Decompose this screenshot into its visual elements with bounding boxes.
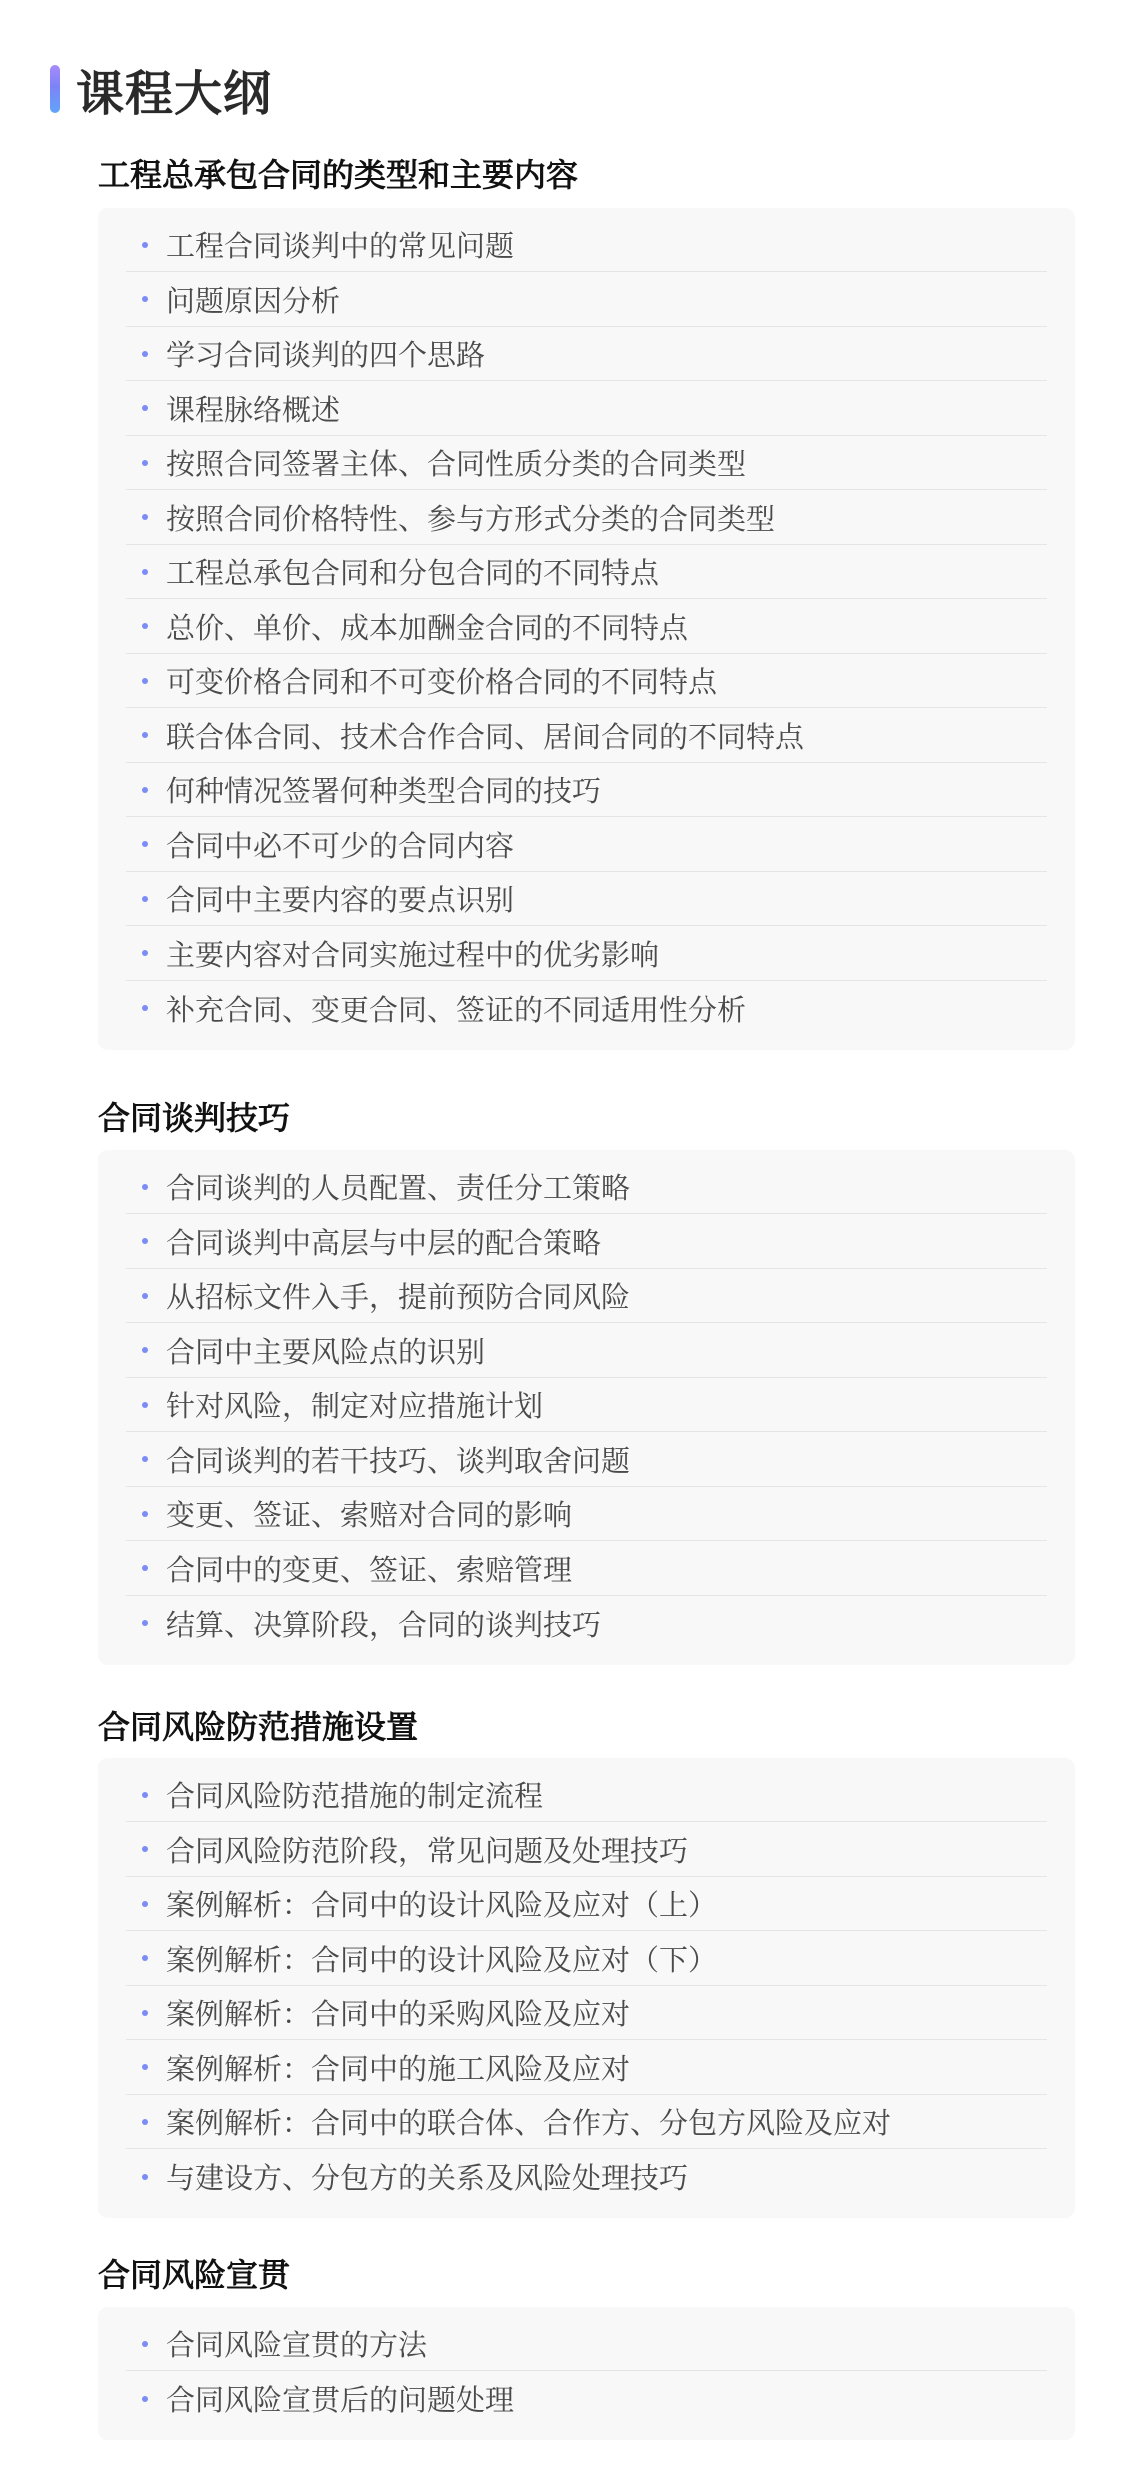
list-item-label: 案例解析：合同中的采购风险及应对 bbox=[166, 1997, 631, 2031]
list-item bbox=[126, 1160, 1047, 1214]
list-item-label: 变更、签证、索赔对合同的影响 bbox=[166, 1498, 573, 1532]
list-item bbox=[126, 273, 1047, 327]
bullet-dot-icon bbox=[142, 1955, 148, 1961]
section-item-list bbox=[98, 1150, 1075, 1665]
list-item bbox=[126, 1877, 1047, 1931]
list-item-label: 合同中主要风险点的识别 bbox=[166, 1334, 486, 1369]
bullet-dot-icon bbox=[142, 1005, 148, 1011]
bullet-dot-icon bbox=[142, 623, 148, 629]
bullet-dot-icon bbox=[142, 460, 148, 466]
list-item bbox=[126, 2372, 1047, 2426]
list-item bbox=[126, 1932, 1047, 1986]
bullet-dot-icon bbox=[142, 2010, 148, 2016]
list-item bbox=[126, 491, 1047, 545]
list-item bbox=[126, 1324, 1047, 1378]
list-item-label: 联合体合同、技术合作合同、居间合同的不同特点 bbox=[166, 719, 805, 754]
list-item-label: 补充合同、变更合同、签证的不同适用性分析 bbox=[166, 992, 747, 1027]
bullet-dot-icon bbox=[142, 787, 148, 793]
list-item bbox=[126, 545, 1047, 599]
bullet-dot-icon bbox=[142, 1184, 148, 1190]
section-item-list bbox=[98, 1758, 1075, 2218]
bullet-dot-icon bbox=[142, 1792, 148, 1798]
list-item bbox=[126, 218, 1047, 272]
bullet-dot-icon bbox=[142, 296, 148, 302]
list-item bbox=[126, 1986, 1047, 2040]
list-item bbox=[126, 2150, 1047, 2204]
section-title: 合同风险宣贯 bbox=[98, 2256, 291, 2294]
bullet-dot-icon bbox=[142, 1238, 148, 1244]
bullet-dot-icon bbox=[142, 2341, 148, 2347]
list-item bbox=[126, 327, 1047, 381]
bullet-dot-icon bbox=[142, 242, 148, 248]
list-item-label: 合同中主要内容的要点识别 bbox=[166, 883, 515, 917]
list-item bbox=[126, 1768, 1047, 1822]
list-item-label: 案例解析：合同中的设计风险及应对（下） bbox=[166, 1942, 718, 1977]
list-item-label: 合同谈判的人员配置、责任分工策略 bbox=[166, 1171, 631, 1205]
list-item bbox=[126, 981, 1047, 1035]
list-item-label: 合同中的变更、签证、索赔管理 bbox=[166, 1552, 573, 1587]
bullet-dot-icon bbox=[142, 1456, 148, 1462]
bullet-dot-icon bbox=[142, 2174, 148, 2180]
list-item bbox=[126, 818, 1047, 872]
bullet-dot-icon bbox=[142, 1293, 148, 1299]
list-item-label: 学习合同谈判的四个思路 bbox=[166, 338, 486, 372]
list-item-label: 与建设方、分包方的关系及风险处理技巧 bbox=[166, 2161, 689, 2195]
list-item-label: 可变价格合同和不可变价格合同的不同特点 bbox=[166, 665, 718, 699]
page-title: 课程大纲 bbox=[76, 65, 273, 122]
bullet-dot-icon bbox=[142, 2396, 148, 2402]
list-item bbox=[126, 2041, 1047, 2095]
list-item-label: 合同中必不可少的合同内容 bbox=[166, 828, 515, 863]
list-item bbox=[126, 1823, 1047, 1877]
list-item bbox=[126, 763, 1047, 817]
list-item-label: 从招标文件入手，提前预防合同风险 bbox=[166, 1280, 631, 1314]
list-item bbox=[126, 600, 1047, 654]
list-item bbox=[126, 382, 1047, 436]
list-item-label: 合同风险宣贯后的问题处理 bbox=[166, 2383, 515, 2417]
bullet-dot-icon bbox=[142, 1620, 148, 1626]
section-item-list bbox=[98, 2307, 1075, 2440]
list-item bbox=[126, 654, 1047, 708]
list-item-label: 案例解析：合同中的联合体、合作方、分包方风险及应对 bbox=[166, 2106, 892, 2140]
bullet-dot-icon bbox=[142, 950, 148, 956]
list-item bbox=[126, 2317, 1047, 2371]
bullet-dot-icon bbox=[142, 1565, 148, 1571]
bullet-dot-icon bbox=[142, 732, 148, 738]
list-item bbox=[126, 1542, 1047, 1596]
list-item-label: 工程合同谈判中的常见问题 bbox=[166, 229, 515, 263]
bullet-dot-icon bbox=[142, 1901, 148, 1907]
bullet-dot-icon bbox=[142, 896, 148, 902]
list-item bbox=[126, 872, 1047, 926]
list-item-label: 主要内容对合同实施过程中的优劣影响 bbox=[166, 937, 660, 972]
list-item-label: 合同谈判的若干技巧、谈判取舍问题 bbox=[166, 1443, 631, 1478]
list-item bbox=[126, 1378, 1047, 1432]
list-item-label: 合同风险防范措施的制定流程 bbox=[166, 1779, 544, 1813]
list-item-label: 总价、单价、成本加酬金合同的不同特点 bbox=[166, 610, 689, 645]
title-accent-bar bbox=[50, 65, 60, 113]
bullet-dot-icon bbox=[142, 1846, 148, 1852]
section-title: 合同风险防范措施设置 bbox=[98, 1708, 419, 1746]
list-item bbox=[126, 1269, 1047, 1323]
bullet-dot-icon bbox=[142, 405, 148, 411]
page-header bbox=[50, 56, 272, 122]
bullet-dot-icon bbox=[142, 2119, 148, 2125]
list-item bbox=[126, 436, 1047, 490]
bullet-dot-icon bbox=[142, 678, 148, 684]
list-item-label: 问题原因分析 bbox=[166, 283, 341, 318]
bullet-dot-icon bbox=[142, 1511, 148, 1517]
list-item bbox=[126, 1215, 1047, 1269]
list-item-label: 按照合同签署主体、合同性质分类的合同类型 bbox=[166, 447, 747, 481]
list-item bbox=[126, 1596, 1047, 1650]
section-item-list bbox=[98, 208, 1075, 1050]
list-item bbox=[126, 709, 1047, 763]
bullet-dot-icon bbox=[142, 1402, 148, 1408]
list-item bbox=[126, 1433, 1047, 1487]
list-item bbox=[126, 927, 1047, 981]
list-item bbox=[126, 2095, 1047, 2149]
list-item-label: 针对风险，制定对应措施计划 bbox=[166, 1389, 544, 1423]
bullet-dot-icon bbox=[142, 2064, 148, 2070]
bullet-dot-icon bbox=[142, 841, 148, 847]
list-item bbox=[126, 1487, 1047, 1541]
section-title: 工程总承包合同的类型和主要内容 bbox=[98, 156, 579, 194]
bullet-dot-icon bbox=[142, 569, 148, 575]
list-item-label: 案例解析：合同中的施工风险及应对 bbox=[166, 2051, 631, 2086]
list-item-label: 合同谈判中高层与中层的配合策略 bbox=[166, 1225, 602, 1260]
list-item-label: 案例解析：合同中的设计风险及应对（上） bbox=[166, 1888, 718, 1922]
bullet-dot-icon bbox=[142, 351, 148, 357]
list-item-label: 结算、决算阶段，合同的谈判技巧 bbox=[166, 1607, 602, 1642]
list-item-label: 合同风险宣贯的方法 bbox=[166, 2328, 428, 2362]
section-title: 合同谈判技巧 bbox=[98, 1099, 291, 1137]
list-item-label: 合同风险防范阶段，常见问题及处理技巧 bbox=[166, 1833, 689, 1868]
list-item-label: 工程总承包合同和分包合同的不同特点 bbox=[166, 556, 660, 590]
bullet-dot-icon bbox=[142, 1347, 148, 1353]
list-item-label: 按照合同价格特性、参与方形式分类的合同类型 bbox=[166, 501, 776, 536]
list-item-label: 课程脉络概述 bbox=[166, 392, 341, 427]
list-item-label: 何种情况签署何种类型合同的技巧 bbox=[166, 774, 602, 808]
bullet-dot-icon bbox=[142, 514, 148, 520]
